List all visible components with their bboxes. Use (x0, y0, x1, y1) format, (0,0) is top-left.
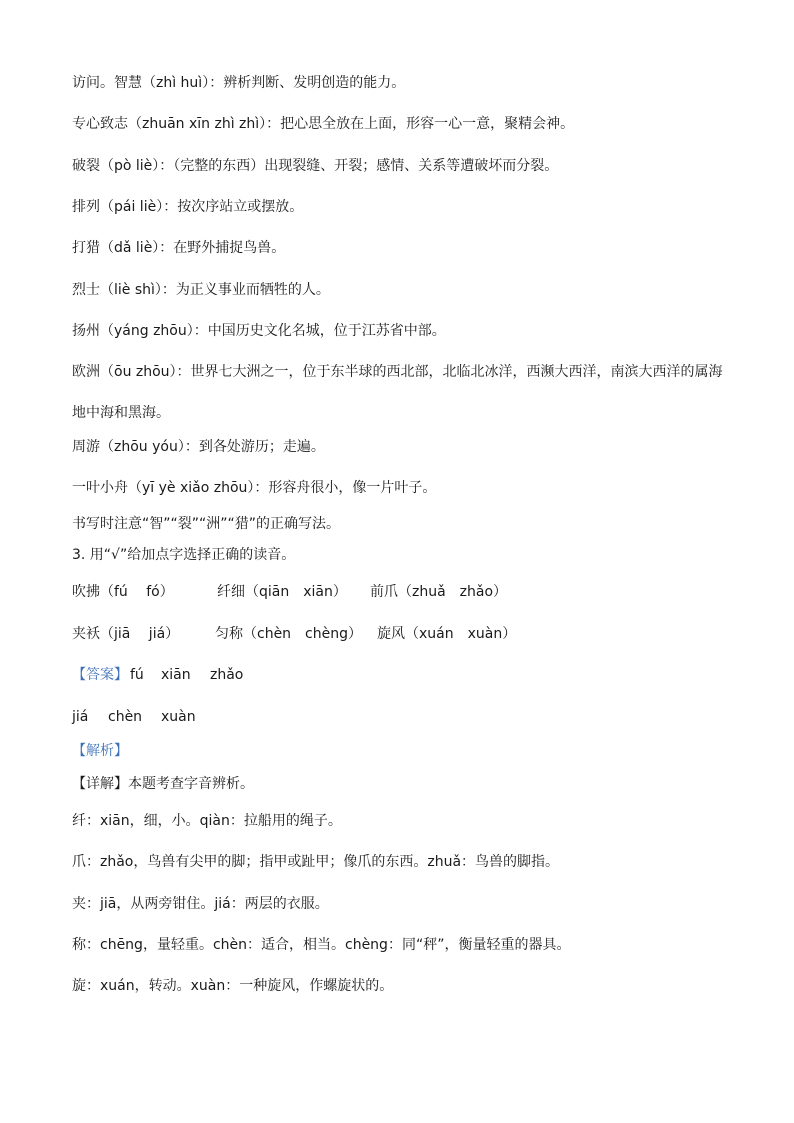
option-jiaao: 夹袄（jiā jiá） (72, 626, 180, 642)
option-xuanfeng: 旋风（xuán xuàn） (377, 626, 517, 642)
analysis-item-cheng: 称：chēng，量轻重。chèn：适合，相当。chèng：同“秤”，衡量轻重的器具。 (72, 937, 571, 953)
analysis-label: 【解析】 (72, 743, 128, 759)
analysis-item-jia: 夹：jiā，从两旁钳住。jiá：两层的衣服。 (72, 896, 329, 912)
option-yunchen: 匀称（chèn chèng） (215, 626, 362, 642)
definition-yangzhou: 扬州（yáng zhōu）：中国历史文化名城，位于江苏省中部。 (72, 323, 446, 339)
analysis-detail: 【详解】本题考查字音辨析。 (72, 776, 254, 792)
definition-polie: 破裂（pò liè）：（完整的东西）出现裂缝、开裂；感情、关系等遭破坏而分裂。 (72, 158, 559, 174)
definition-pailie: 排列（pái liè）：按次序站立或摆放。 (72, 199, 304, 215)
option-chuifu: 吹拂（fú fó） (72, 584, 174, 600)
definition-zhouyou: 周游（zhōu yóu）：到各处游历；走遍。 (72, 439, 325, 455)
answer-2: xiān (161, 667, 191, 683)
definition-dalie: 打猎（dǎ liè）：在野外捕捉鸟兽。 (72, 240, 286, 256)
question-title: 3. 用“√”给加点字选择正确的读音。 (72, 547, 296, 563)
answer-6: xuàn (161, 709, 196, 725)
definition-lieshi: 烈士（liè shì）：为正义事业而牺牲的人。 (72, 282, 330, 298)
definition-ouzhou: 欧洲（ōu zhōu）：世界七大洲之一，位于东半球的西北部，北临北冰洋，西濒大西洋，南滨大西洋的属海地中海和黑海。 (72, 364, 723, 421)
definition-zhuanxinzhizhi: 专心致志（zhuān xīn zhì zhì）：把心思全放在上面，形容一心一意，聚精会神。 (72, 116, 575, 132)
answer-1: fú (130, 667, 144, 683)
writing-note: 书写时注意“智”“裂”“洲”“猎”的正确写法。 (72, 516, 341, 532)
definition-zhihui: 访问。智慧（zhì huì）：辨析判断、发明创造的能力。 (72, 75, 406, 91)
option-xianxi: 纤细（qiān xiān） (217, 584, 347, 600)
answer-4: jiá (72, 709, 89, 725)
definition-yiyexiaozhou: 一叶小舟（yī yè xiǎo zhōu）：形容舟很小，像一片叶子。 (72, 480, 437, 496)
answer-3: zhǎo (210, 667, 244, 683)
analysis-item-xuan: 旋：xuán，转动。xuàn：一种旋风，作螺旋状的。 (72, 978, 394, 994)
analysis-item-xian: 纤：xiān，细，小。qiàn：拉船用的绳子。 (72, 813, 342, 829)
answer-5: chèn (108, 709, 143, 725)
answer-label: 【答案】 (72, 667, 128, 683)
analysis-item-zhao: 爪：zhǎo，鸟兽有尖甲的脚；指甲或趾甲；像爪的东西。zhuǎ：鸟兽的脚指。 (72, 854, 560, 870)
option-qianzhua: 前爪（zhuǎ zhǎo） (370, 584, 508, 600)
